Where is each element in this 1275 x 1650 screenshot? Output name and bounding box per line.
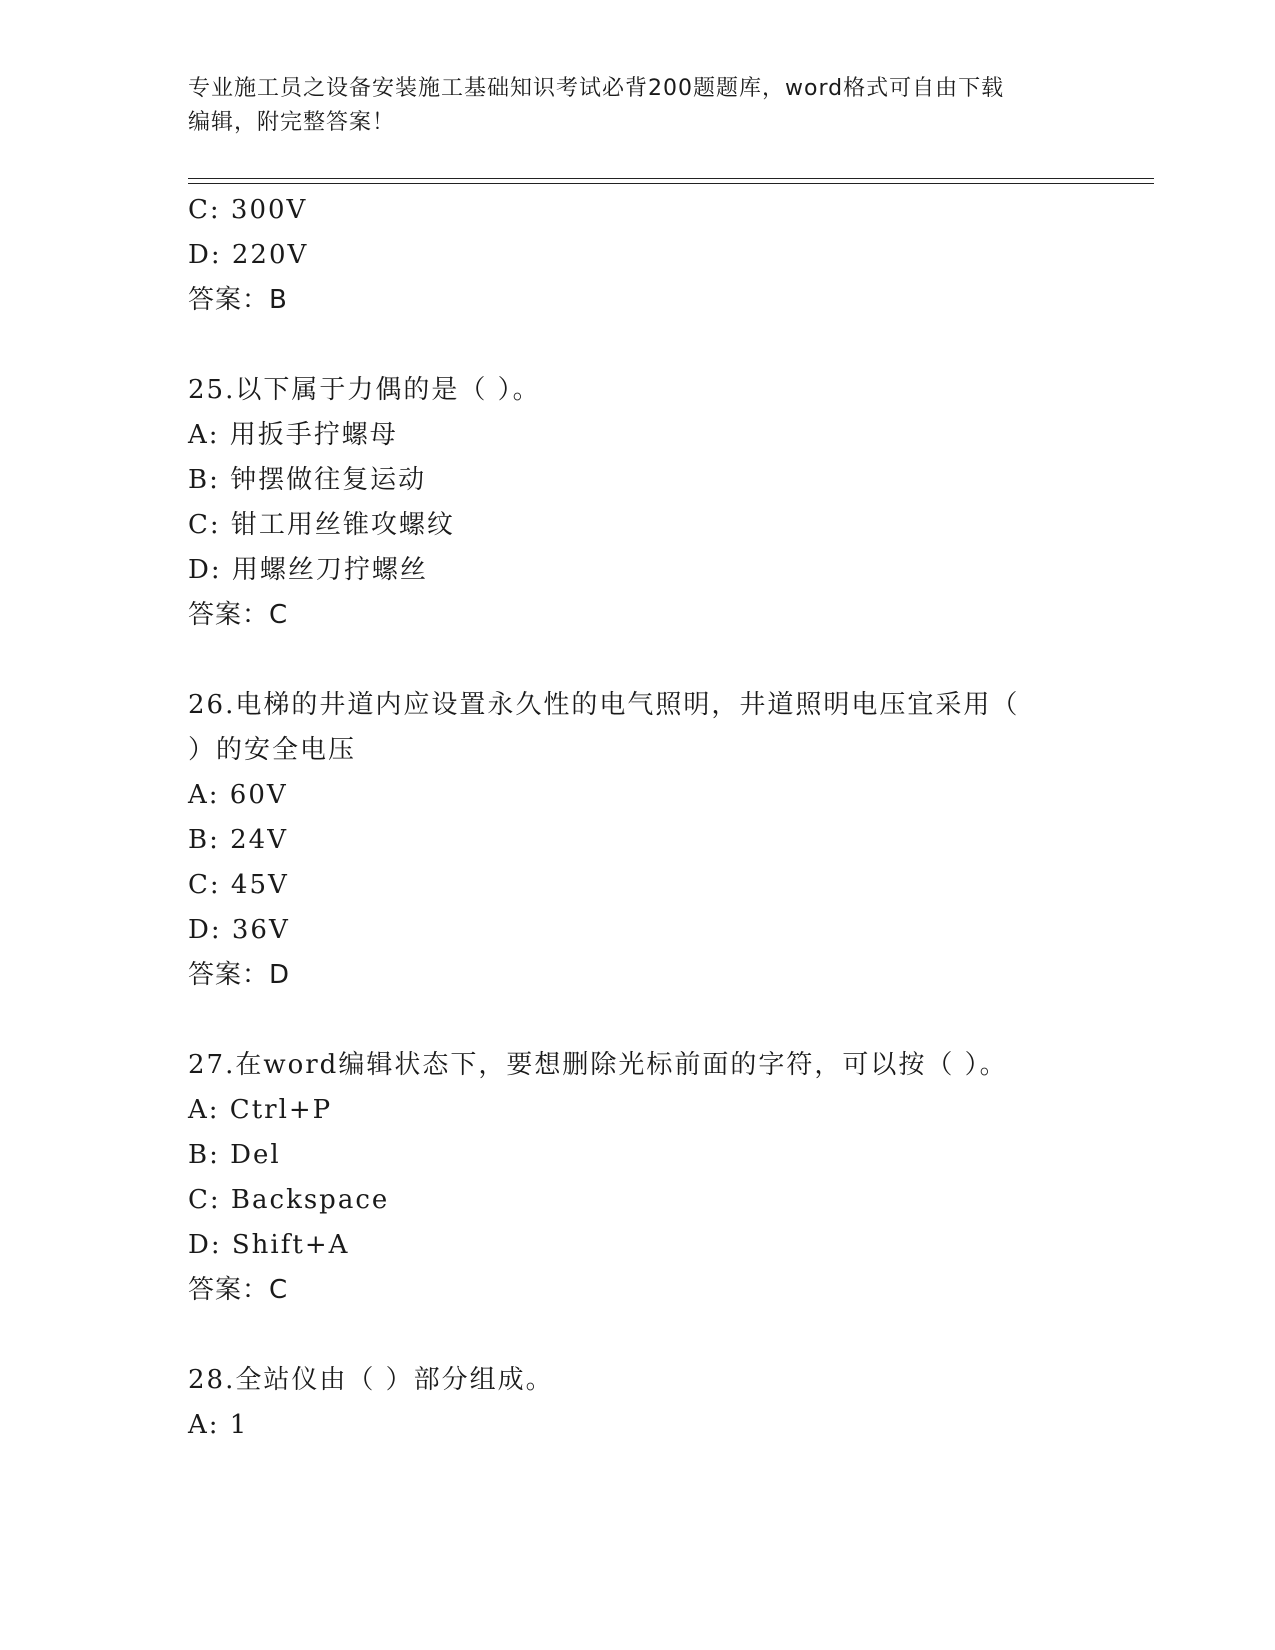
q25-option-a: A: 用扳手拧螺母 <box>188 420 398 450</box>
header-title-line-2: 编辑，附完整答案！ <box>188 110 396 135</box>
q26-option-b: B: 24V <box>188 825 288 855</box>
q25-question: 25.以下属于力偶的是（ ）。 <box>188 375 541 405</box>
q26-option-c: C: 45V <box>188 870 289 900</box>
q27-question: 27.在word编辑状态下，要想删除光标前面的字符，可以按（ ）。 <box>188 1050 1008 1080</box>
q26-question-line-1: 26.电梯的井道内应设置永久性的电气照明，井道照明电压宜采用（ <box>188 690 1020 720</box>
q25-option-c: C: 钳工用丝锥攻螺纹 <box>188 510 455 540</box>
prev-option-c: C: 300V <box>188 195 308 225</box>
document-header <box>188 72 1078 140</box>
q27-option-d: D: Shift+A <box>188 1230 350 1260</box>
q27-option-a: A: Ctrl+P <box>188 1095 333 1125</box>
q27-answer: 答案：C <box>188 1275 289 1305</box>
q26-option-a: A: 60V <box>188 780 288 810</box>
header-title-line-1: 专业施工员之设备安装施工基础知识考试必背200题题库，word格式可自由下载 <box>188 76 1005 101</box>
q27-option-b: B: Del <box>188 1140 281 1170</box>
prev-option-d: D: 220V <box>188 240 309 270</box>
q28-question: 28.全站仪由（ ）部分组成。 <box>188 1365 554 1395</box>
prev-answer: 答案：B <box>188 285 288 315</box>
header-divider-bottom <box>188 183 1154 184</box>
q28-option-a: A: 1 <box>188 1410 249 1440</box>
q27-option-c: C: Backspace <box>188 1185 390 1215</box>
q26-option-d: D: 36V <box>188 915 290 945</box>
header-divider-top <box>188 178 1154 179</box>
q25-option-b: B: 钟摆做往复运动 <box>188 465 427 495</box>
q26-answer: 答案：D <box>188 960 291 990</box>
q25-answer: 答案：C <box>188 600 289 630</box>
q26-question-line-2: ）的安全电压 <box>188 735 357 765</box>
q25-option-d: D: 用螺丝刀拧螺丝 <box>188 555 428 585</box>
